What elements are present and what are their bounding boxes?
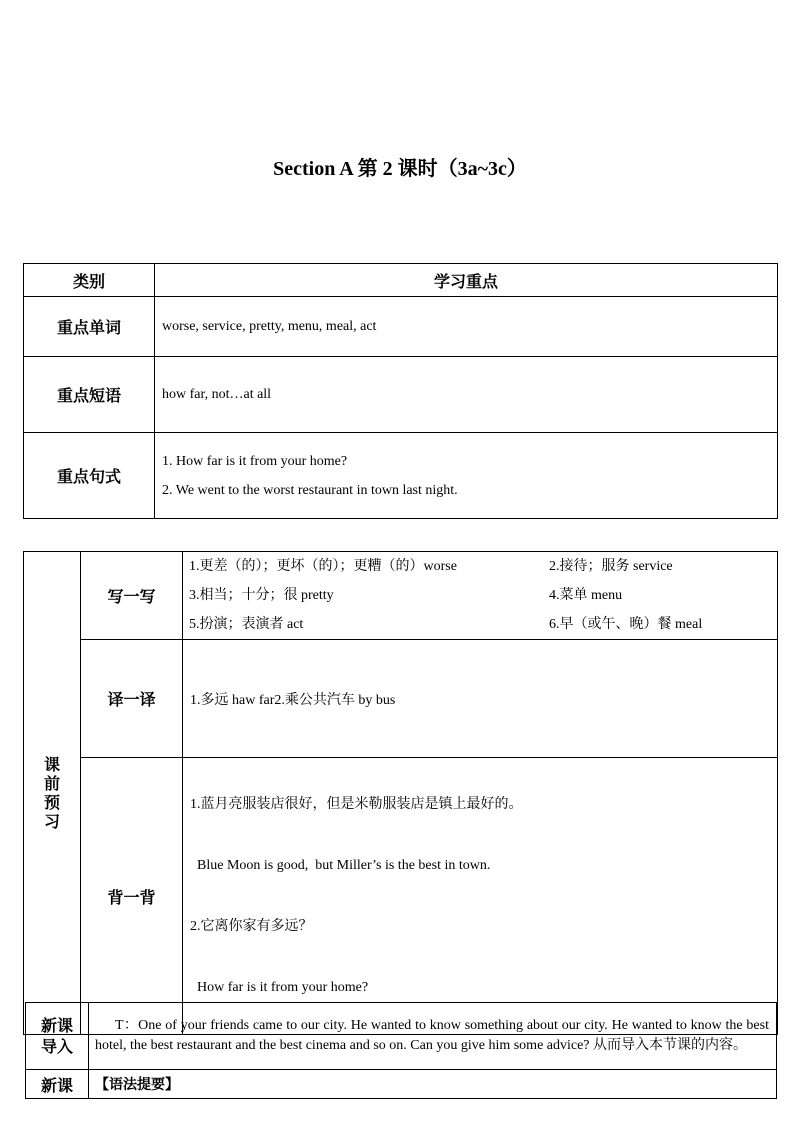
key-points-table [23,263,778,519]
write-item: 2.接待；服务 service [549,559,673,574]
intro-label [26,1003,89,1070]
intro-label-line: 新课 [40,1016,73,1035]
row-label-sentences: 重点句式 [24,433,155,519]
write-label: 写一写 [81,552,183,640]
newlesson-label: 新课 [26,1070,89,1099]
write-item: 3.相当；十分；很 pretty [189,588,334,603]
section-label-char: 课 [43,755,60,774]
recite-label: 背一背 [81,758,183,1035]
section-label-char: 预 [43,793,60,812]
row-label-vocabulary: 重点单词 [24,297,155,357]
recite-line: Blue Moon is good, but Miller’s is the best in town. [190,858,491,873]
recite-content [183,758,778,1035]
row-content-vocabulary: worse, service, pretty, menu, meal, act [155,297,778,357]
sentence-line: 2. We went to the worst restaurant in town last night. [162,482,458,498]
write-item: 1.更差（的）；更坏（的）；更糟（的）worse [189,559,457,574]
intro-content: T：One of your friends came to our city. He wanted to know something about our city. He wanted to know the best hotel, the best restaurant and the best cinema and so on. Can you give him some advice? 从而导入本节课的内容。 [89,1003,777,1070]
section-label-char: 前 [43,774,60,793]
row-content-sentences [155,433,778,519]
lesson-intro-table [25,1002,777,1099]
write-item: 4.菜单 menu [549,588,623,603]
header-category: 类别 [24,264,155,297]
sentence-line: 1. How far is it from your home? [162,453,348,469]
header-key-points: 学习重点 [155,264,778,297]
write-item: 5.扮演；表演者 act [189,617,304,632]
section-label-char: 习 [43,812,60,831]
recite-line: How far is it from your home? [190,980,369,995]
recite-line: 2.它离你家有多远？ [190,919,313,934]
preview-table [23,551,778,1035]
newlesson-content: 【语法提要】 [89,1070,777,1099]
intro-label-line: 导入 [40,1037,73,1056]
write-content [183,552,778,640]
page-title: Section A 第 2 课时（3a~3c） [273,158,527,180]
translate-label: 译一译 [81,640,183,758]
recite-line: 1.蓝月亮服装店很好，但是米勒服装店是镇上最好的。 [190,797,523,812]
row-label-phrases: 重点短语 [24,357,155,433]
translate-content: 1.多远 haw far2.乘公共汽车 by bus [183,640,778,758]
row-content-phrases: how far, not…at all [155,357,778,433]
write-item: 6.早（或午、晚）餐 meal [549,617,703,632]
section-label-preview [24,552,81,1035]
